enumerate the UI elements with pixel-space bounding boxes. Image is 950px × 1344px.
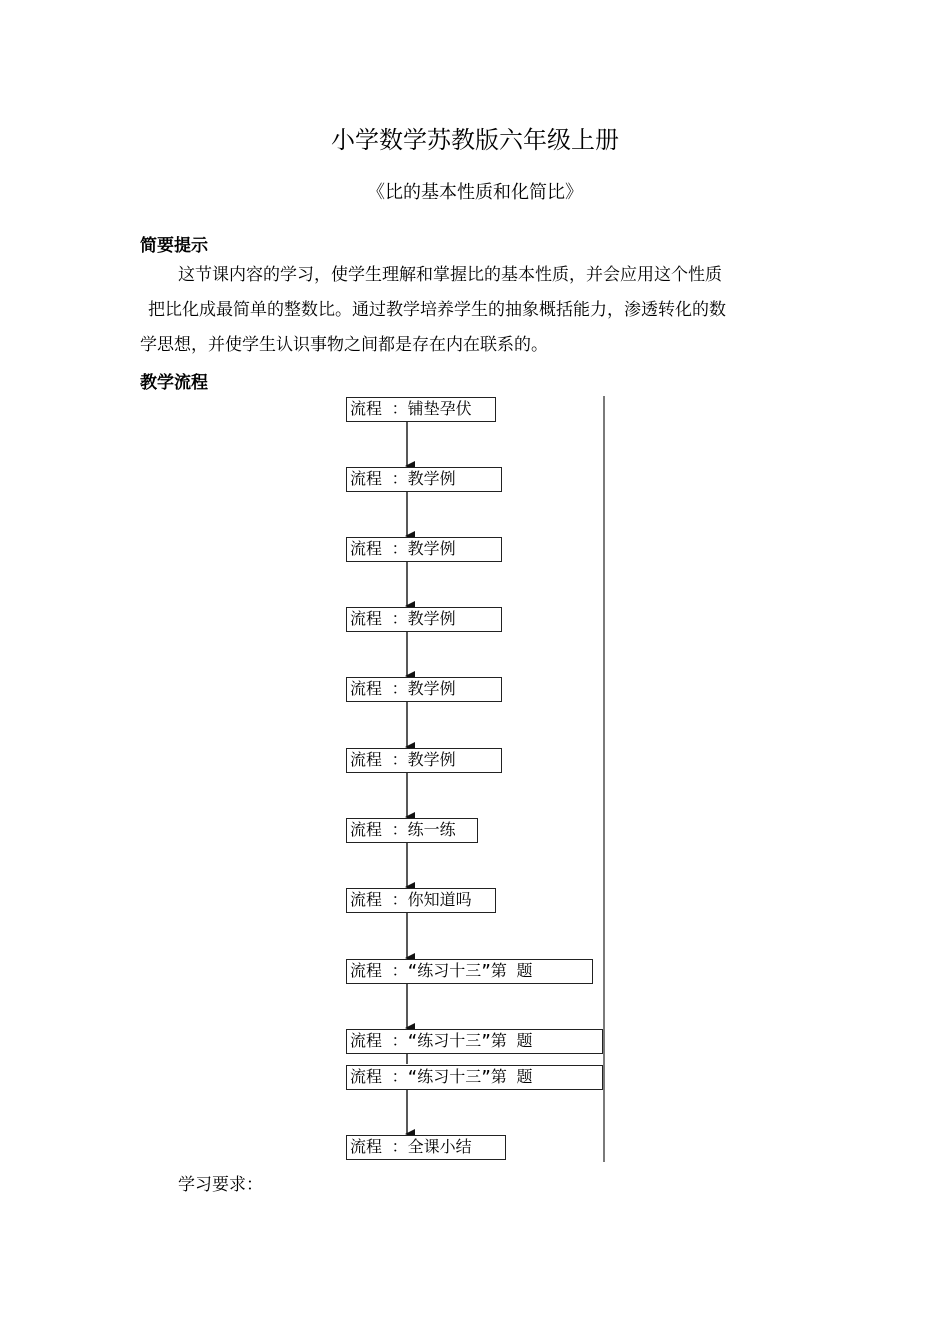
flow-step-5: 流程 ：教学例 — [346, 677, 502, 702]
flow-step-12: 流程 ：全课小结 — [346, 1135, 506, 1160]
flow-step-9: 流程 ：“练习十三”第 题 — [346, 959, 593, 984]
flow-step-7: 流程 ：练一练 — [346, 818, 478, 843]
paragraph-line: 学思想，并使学生认识事物之间都是存在内在联系的。 — [140, 335, 548, 355]
flow-step-11: 流程 ：“练习十三”第 题 — [346, 1065, 603, 1090]
document-subtitle: 《比的基本性质和化简比》 — [367, 182, 583, 203]
learning-requirements-label: 学习要求： — [178, 1175, 263, 1195]
flow-step-6: 流程 ：教学例 — [346, 748, 502, 773]
paragraph-line: 把比化成最简单的整数比。通过教学培养学生的抽象概括能力，渗透转化的数 — [148, 300, 726, 320]
flow-step-1: 流程 ：铺垫孕伏 — [346, 397, 496, 422]
document-title: 小学数学苏教版六年级上册 — [331, 126, 619, 154]
section-heading-brief-tips: 简要提示 — [140, 236, 208, 256]
flow-step-10: 流程 ：“练习十三”第 题 — [346, 1029, 603, 1054]
section-heading-teaching-flow: 教学流程 — [140, 373, 208, 393]
flow-step-4: 流程 ：教学例 — [346, 607, 502, 632]
flow-step-3: 流程 ：教学例 — [346, 537, 502, 562]
paragraph-line: 这节课内容的学习，使学生理解和掌握比的基本性质，并会应用这个性质 — [178, 265, 722, 285]
flow-step-8: 流程 ：你知道吗 — [346, 888, 496, 913]
flow-step-2: 流程 ：教学例 — [346, 467, 502, 492]
